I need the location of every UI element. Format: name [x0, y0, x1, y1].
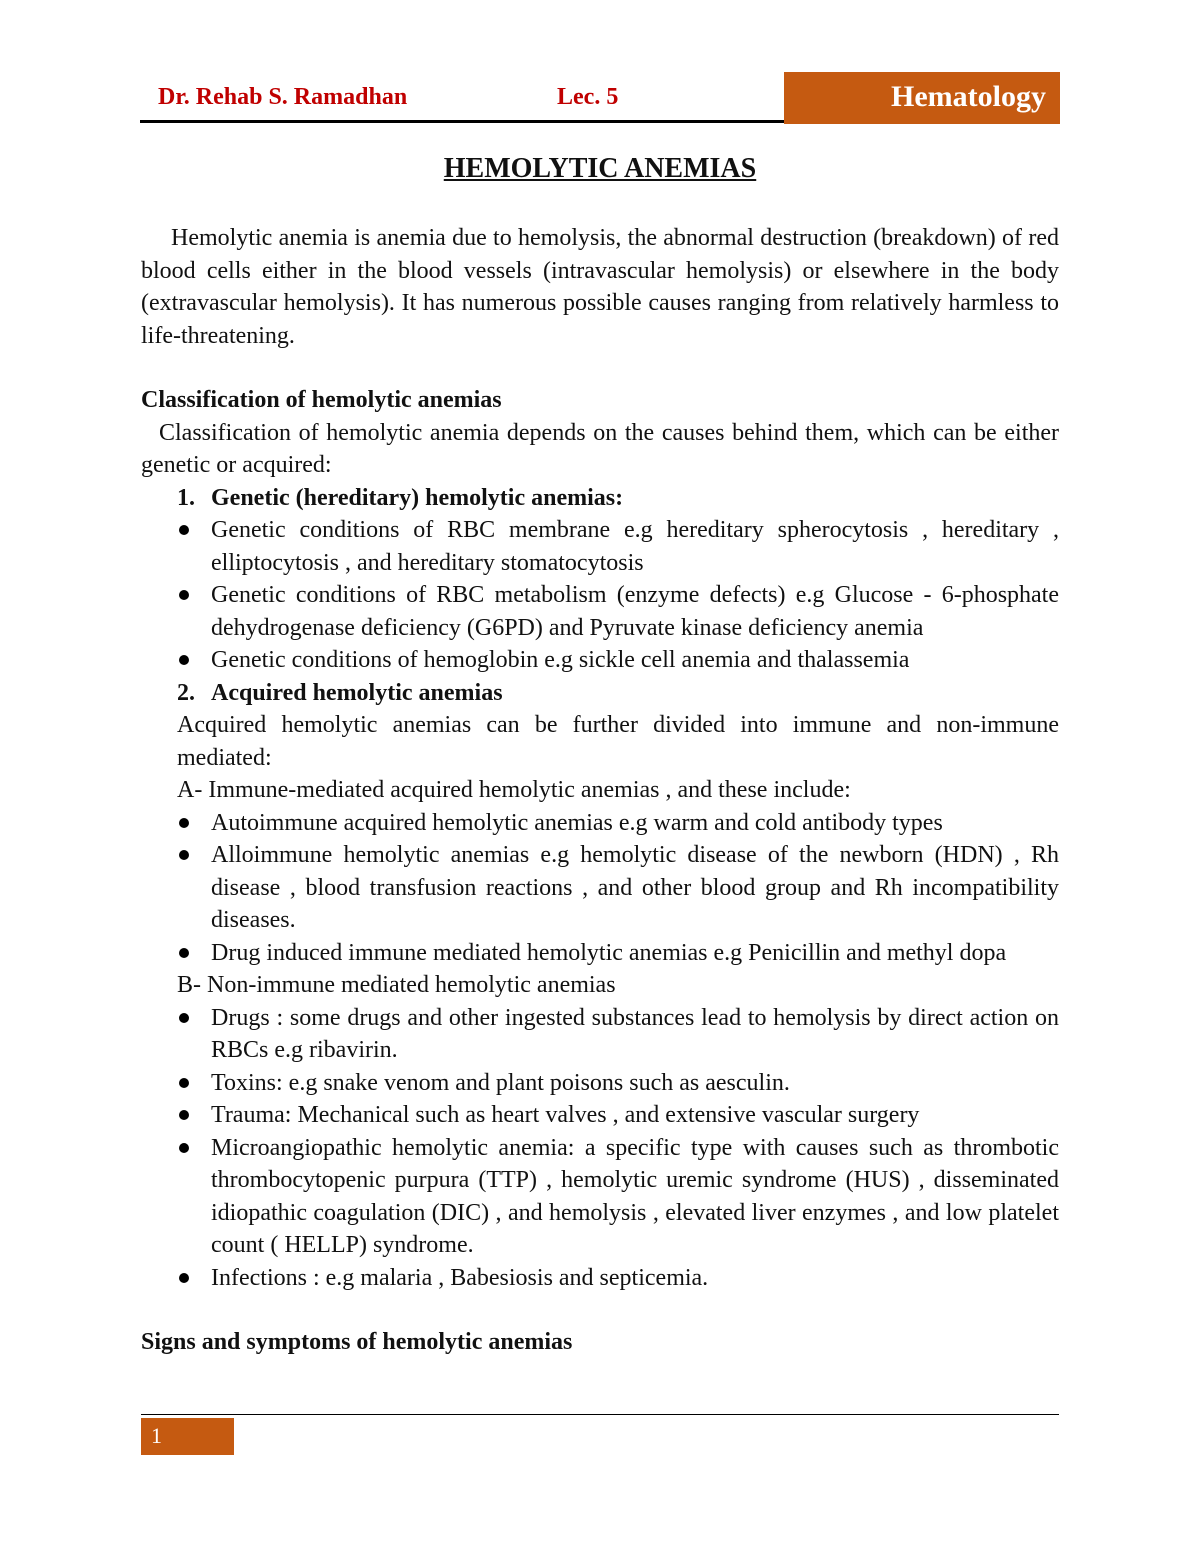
acquired-heading-text: Acquired hemolytic anemias	[211, 679, 503, 706]
list-item-text: Infections : e.g malaria , Babesiosis and septicemia.	[211, 1264, 709, 1291]
immune-list	[141, 807, 1059, 970]
bullet-icon	[179, 850, 189, 860]
page-title: HEMOLYTIC ANEMIAS	[443, 153, 757, 184]
bullet-icon	[179, 1078, 189, 1088]
page-number: 1	[151, 1423, 162, 1448]
list-item	[141, 1099, 1059, 1132]
list-item-text: Genetic conditions of RBC membrane e.g hereditary spherocytosis , hereditary , elliptocytosis , and hereditary stomatocytosis	[211, 517, 1059, 576]
list-item	[141, 807, 1059, 840]
list-item	[141, 514, 1059, 579]
bullet-icon	[179, 655, 189, 665]
list-item-text: Alloimmune hemolytic anemias e.g hemolytic disease of the newborn (HDN) , Rh disease , blood transfusion reactions , and other blood group and Rh incompatibility diseases.	[211, 842, 1059, 933]
list-item-text: Genetic conditions of hemoglobin e.g sickle cell anemia and thalassemia	[211, 647, 910, 673]
header-lecture: Lec. 5	[557, 84, 619, 110]
list-item	[141, 644, 1059, 677]
bullet-icon	[179, 948, 189, 958]
list-item	[141, 1067, 1059, 1100]
header-subject: Hematology	[891, 80, 1046, 113]
list-item-text: Drug induced immune mediated hemolytic anemias e.g Penicillin and methyl dopa	[211, 939, 1007, 966]
list-item	[141, 937, 1059, 970]
list-item-text: Toxins: e.g snake venom and plant poisons such as aesculin.	[211, 1069, 790, 1096]
list-item-text: Drugs : some drugs and other ingested substances lead to hemolysis by direct action on RBCs e.g ribavirin.	[211, 1004, 1059, 1063]
list-item	[141, 1002, 1059, 1067]
genetic-number: 1.	[177, 484, 195, 511]
acquired-number: 2.	[177, 679, 195, 706]
page-header	[140, 72, 1060, 124]
list-item-text: Trauma: Mechanical such as heart valves , and extensive vascular surgery	[211, 1102, 920, 1128]
header-subject-box	[784, 72, 1060, 124]
spacer	[141, 352, 1059, 384]
footer-rule	[141, 1414, 1059, 1415]
bullet-icon	[179, 1143, 189, 1153]
genetic-list	[141, 514, 1059, 677]
page-number-box	[141, 1418, 234, 1455]
bullet-icon	[179, 1110, 189, 1120]
acquired-text: Acquired hemolytic anemias can be further divided into immune and non-immune mediated:	[177, 712, 1059, 771]
list-item	[141, 579, 1059, 644]
intro-paragraph: Hemolytic anemia is anemia due to hemolysis, the abnormal destruction (breakdown) of red blood cells either in the blood vessels (intravascular hemolysis) or elsewhere in the body (extravascular hemolysis). It has numerous possible causes ranging from relatively harmless to life-threatening.	[141, 225, 1059, 349]
immune-heading: A- Immune-mediated acquired hemolytic anemias , and these include:	[177, 777, 851, 803]
bullet-icon	[179, 1013, 189, 1023]
document-body	[141, 222, 1059, 1359]
classification-heading: Classification of hemolytic anemias	[141, 387, 502, 413]
bullet-icon	[179, 525, 189, 535]
signs-heading: Signs and symptoms of hemolytic anemias	[141, 1329, 573, 1355]
list-item	[141, 1262, 1059, 1295]
list-item	[141, 839, 1059, 937]
list-item-text: Genetic conditions of RBC metabolism (enzyme defects) e.g Glucose - 6-phosphate dehydrogenase deficiency (G6PD) and Pyruvate kinase deficiency anemia	[211, 582, 1059, 641]
bullet-icon	[179, 590, 189, 600]
header-rule	[140, 120, 785, 123]
genetic-heading	[141, 482, 1059, 515]
classification-text: Classification of hemolytic anemia depends on the causes behind them, which can be either genetic or acquired:	[141, 419, 1059, 478]
spacer	[141, 1294, 1059, 1326]
bullet-icon	[179, 818, 189, 828]
nonimmune-list	[141, 1002, 1059, 1295]
genetic-heading-text: Genetic (hereditary) hemolytic anemias:	[211, 484, 624, 511]
list-item	[141, 1132, 1059, 1262]
acquired-heading	[141, 677, 1059, 710]
list-item-text: Microangiopathic hemolytic anemia: a specific type with causes such as thrombotic thrombocytopenic purpura (TTP) , hemolytic uremic syndrome (HUS) , disseminated idiopathic coagulation (DIC) , and hemolysis , elevated liver enzymes , and low platelet count ( HELLP) syndrome.	[211, 1134, 1059, 1258]
bullet-icon	[179, 1273, 189, 1283]
list-item-text: Autoimmune acquired hemolytic anemias e.g warm and cold antibody types	[211, 809, 943, 836]
header-author: Dr. Rehab S. Ramadhan	[158, 84, 408, 110]
nonimmune-heading: B- Non-immune mediated hemolytic anemias	[177, 972, 616, 998]
